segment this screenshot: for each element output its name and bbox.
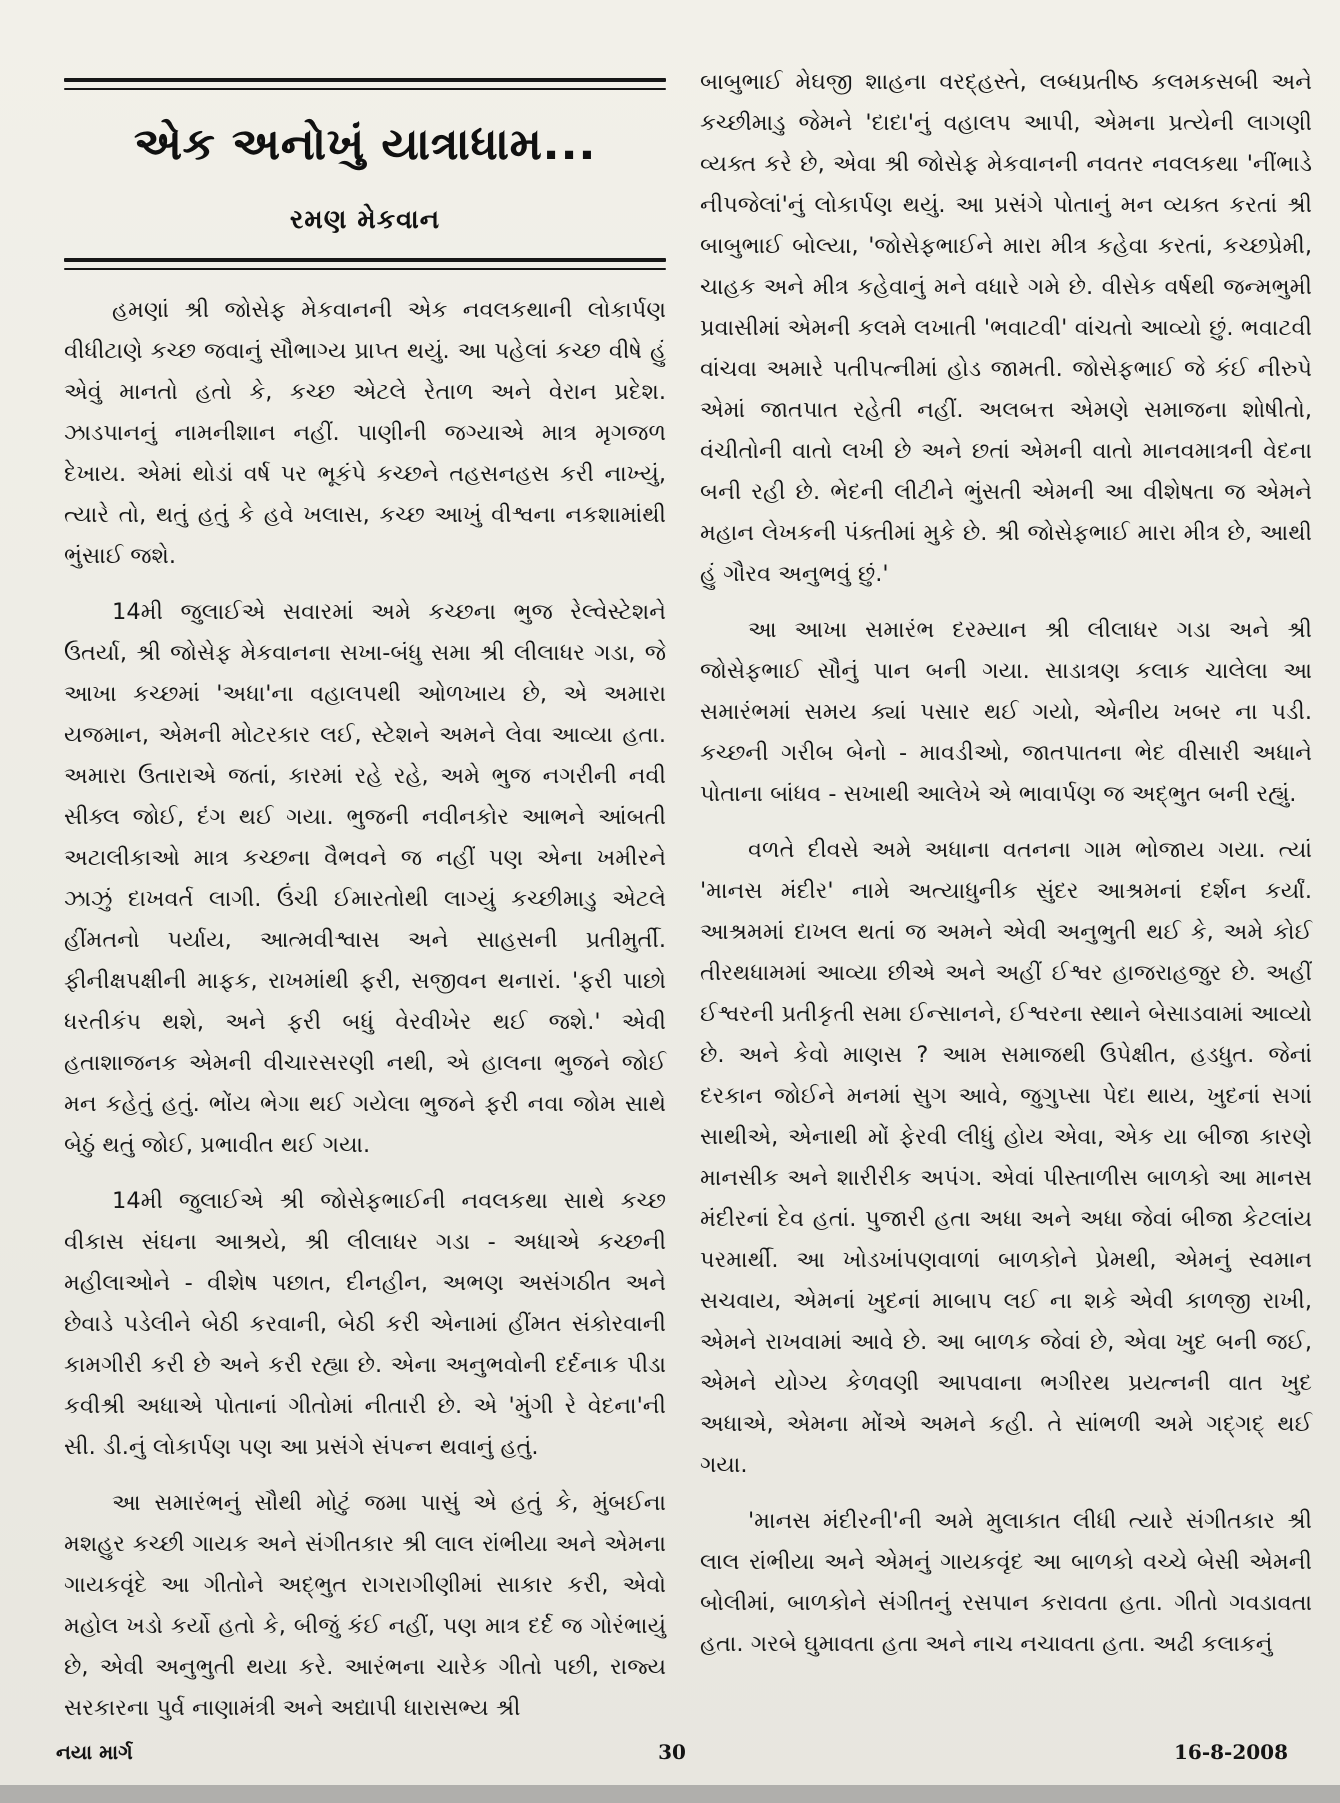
page-number: 30 — [658, 1740, 686, 1764]
article-author: રમણ મેકવાન — [289, 204, 441, 235]
left-paragraphs — [64, 290, 666, 1729]
paragraph: આ સમારંભનું સૌથી મોટું જમા પાસું એ હતું કે, મુંબઈના મશહુર કચ્છી ગાયક અને સંગીતકાર શ્રી લાલ રાંભીયા અને એમના ગાયકવૃંદે આ ગીતોને અદ્ભુત રાગરાગીણીમાં સાકાર કરી, એવો મહોલ ખડો કર્યો હતો કે, બીજું કંઈ નહીં, પણ માત્ર દર્દ જ ગોરંભાયું છે, એવી અનુભુતી થયા કરે. આરંભના ચારેક ગીતો પછી, રાજ્ય સરકારના પુર્વ નાણામંત્રી અને અદ્યાપી ધારાસભ્ય શ્રી — [64, 1489, 666, 1721]
paragraph: વળતે દીવસે અમે અધાના વતનના ગામ ભોજાય ગયા. ત્યાં 'માનસ મંદીર' નામે અત્યાધુનીક સુંદર આશ્રમનાં દર્શન કર્યાં. આશ્રમમાં દાખલ થતાં જ અમને એવી અનુભુતી થઈ કે, અમે કોઈ તીરથધામમાં આવ્યા છીએ અને અહીં ઈશ્વર હાજરાહજુર છે. અહીં ઈશ્વરની પ્રતીકૃતી સમા ઈન્સાનને, ઈશ્વરના સ્થાને બેસાડવામાં આવ્યો છે. અને કેવો માણસ ? આમ સમાજથી ઉપેક્ષીત, હડધુત. જેનાં દરકાન જોઈને મનમાં સુગ આવે, જુગુપ્સા પેદા થાય, ખુદનાં સગાં સાથીએ, એનાથી મોં ફેરવી લીધું હોય એવા, એક યા બીજા કારણે માનસીક અને શારીરીક અપંગ. એવાં પીસ્તાળીસ બાળકો આ માનસ મંદીરનાં દેવ હતાં. પુજારી હતા અધા અને અધા જેવાં બીજા કેટલાંય પરમાર્થી. આ ખોડખાંપણવાળાં બાળકોને પ્રેમથી, એમનું સ્વમાન સચવાય, એમનાં ખુદનાં માબાપ લઈ ના શકે એવી કાળજી રાખી, એમને રાખવામાં આવે છે. આ બાળક જેવાં છે, એવા ખુદ બની જઈ, એમને યોગ્ય કેળવણી આપવાના ભગીરથ પ્રયત્નની વાત ખુદ અધાએ, એમના મોંએ અમને કહી. તે સાંભળી અમે ગદ્ગદ્ થઈ ગયા. — [700, 837, 1312, 1478]
paragraph: 'માનસ મંદીરની'ની અમે મુલાકાત લીધી ત્યારે સંગીતકાર શ્રી લાલ રાંભીયા અને એમનું ગાયકવૃંદ આ બાળકો વચ્ચે બેસી એમની બોલીમાં, બાળકોને સંગીતનું રસપાન કરાવતા હતા. ગીતો ગવડાવતા હતા. ગરબે ઘુમાવતા હતા અને નાચ નચાવતા હતા. અઢી કલાકનું — [700, 1508, 1312, 1657]
title-rule-bottom — [64, 258, 666, 262]
paragraph: હમણાં શ્રી જોસેફ મેકવાનની એક નવલકથાની લોકાર્પણ વીધીટાણે કચ્છ જવાનું સૌભાગ્ય પ્રાપ્ત થયું. આ પહેલાં કચ્છ વીષે હું એવું માનતો હતો કે, કચ્છ એટલે રેતાળ અને વેરાન પ્રદેશ. ઝાડપાનનું નામનીશાન નહીં. પાણીની જગ્યાએ માત્ર મૃગજળ દેખાય. એમાં થોડાં વર્ષ પર ભૂકંપે કચ્છને તહસનહસ કરી નાખ્યું, ત્યારે તો, થતું હતું કે હવે ખલાસ, કચ્છ આખું વીશ્વના નકશામાંથી ભુંસાઈ જશે. — [64, 296, 666, 569]
paragraph: 14મી જુલાઈએ શ્રી જોસેફભાઈની નવલકથા સાથે કચ્છ વીકાસ સંઘના આશ્રયે, શ્રી લીલાધર ગડા - અધાએ કચ્છની મહીલાઓને - વીશેષ પછાત, દીનહીન, અભણ અસંગઠીત અને છેવાડે પડેલીને બેઠી કરવાની, બેઠી કરી એનામાં હીંમત સંકોરવાની કામગીરી કરી છે અને કરી રહ્યા છે. એના અનુભવોની દર્દનાક પીડા કવીશ્રી અધાએ પોતાનાં ગીતોમાં નીતારી છે. એ 'મુંગી રે વેદના'ની સી. ડી.નું લોકાર્પણ પણ આ પ્રસંગે સંપન્ન થવાનું હતું. — [64, 1187, 666, 1460]
scan-edge — [0, 1785, 1340, 1803]
title-rule-top-thin — [64, 88, 666, 90]
page-footer — [56, 1740, 1288, 1770]
title-rule-top — [64, 78, 666, 82]
issue-date: 16-8-2008 — [1173, 1740, 1288, 1764]
paragraph: 14મી જુલાઈએ સવારમાં અમે કચ્છના ભુજ રેલ્વેસ્ટેશને ઉતર્યા, શ્રી જોસેફ મેકવાનના સખા-બંધુ સમા શ્રી લીલાધર ગડા, જે આખા કચ્છમાં 'અધા'ના વહાલપથી ઓળખાય છે, એ અમારા યજમાન, એમની મોટરકાર લઈ, સ્ટેશને અમને લેવા આવ્યા હતા. અમારા ઉતારાએ જતાં, કારમાં રહે રહે, અમે ભુજ નગરીની નવી સીક્લ જોઈ, દંગ થઈ ગયા. ભુજની નવીનકોર આભને આંબતી અટાલીકાઓ માત્ર કચ્છના વૈભવને જ નહીં પણ એના ખમીરને ઝાઝું દાખવર્ત લાગી. ઉંચી ઈમારતોથી લાગ્યું કચ્છીમાડુ એટલે હીંમતનો પર્યાય, આત્મવીશ્વાસ અને સાહસની પ્રતીમુર્તી. ફીનીક્ષપક્ષીની માફક, રાખમાંથી ફરી, સજીવન થનારાં. 'ફરી પાછો ધરતીકંપ થશે, અને ફરી બધું વેરવીખેર થઈ જશે.' એવી હતાશાજનક એમની વીચારસરણી નથી, એ હાલના ભુજને જોઈ મન કહેતું હતું. ભોંય ભેગા થઈ ગયેલા ભુજને ફરી નવા જોમ સાથે બેઠું થતું જોઈ, પ્રભાવીત થઈ ગયા. — [64, 598, 666, 1158]
magazine-name: નયા માર્ગ — [56, 1740, 133, 1764]
title-rule-bottom-thin — [64, 268, 666, 270]
right-column — [700, 62, 1312, 1696]
paragraph: આ આખા સમારંભ દરમ્યાન શ્રી લીલાધર ગડા અને શ્રી જોસેફભાઈ સૌનું પાન બની ગયા. સાડાત્રણ કલાક ચાલેલા આ સમારંભમાં સમય ક્યાં પસાર થઈ ગયો, એનીય ખબર ના પડી. કચ્છની ગરીબ બેનો - માવડીઓ, જાતપાતના ભેદ વીસારી અધાને પોતાના બાંધવ - સખાથી આલેખે એ ભાવાર્પણ જ અદ્ભુત બની રહ્યું. — [700, 617, 1312, 807]
paragraph: બાબુભાઈ મેઘજી શાહના વરદ્હસ્તે, લબ્ધપ્રતીષ્ઠ કલમકસબી અને કચ્છીમાડુ જેમને 'દાદા'નું વહાલપ આપી, એમના પ્રત્યેની લાગણી વ્યક્ત કરે છે, એવા શ્રી જોસેફ મેકવાનની નવતર નવલકથા 'નીંભાડે નીપજેલાં'નું લોકાર્પણ થયું. આ પ્રસંગે પોતાનું મન વ્યક્ત કરતાં શ્રી બાબુભાઈ બોલ્યા, 'જોસેફભાઈને મારા મીત્ર કહેવા કરતાં, કચ્છપ્રેમી, ચાહક અને મીત્ર કહેવાનું મને વધારે ગમે છે. વીસેક વર્ષથી જન્મભુમી પ્રવાસીમાં એમની કલમે લખાતી 'ભવાટવી' વાંચતો આવ્યો છું. ભવાટવી વાંચવા અમારે પતીપત્નીમાં હોડ જામતી. જોસેફભાઈ જે કંઈ નીરુપે એમાં જાતપાત રહેતી નહીં. અલબત્ત એમણે સમાજના શોષીતો, વંચીતોની વાતો લખી છે અને છતાં એમની વાતો માનવમાત્રની વેદના બની રહી છે. ભેદની લીટીને ભુંસતી એમની આ વીશેષતા જ એમને મહાન લેખકની પંક્તીમાં મુકે છે. શ્રી જોસેફભાઈ મારા મીત્ર છે, આથી હું ગૌરવ અનુભવું છું.' — [700, 69, 1312, 587]
article-title: એક અનોખું યાત્રાધામ... — [133, 119, 597, 170]
left-column — [64, 78, 666, 1721]
